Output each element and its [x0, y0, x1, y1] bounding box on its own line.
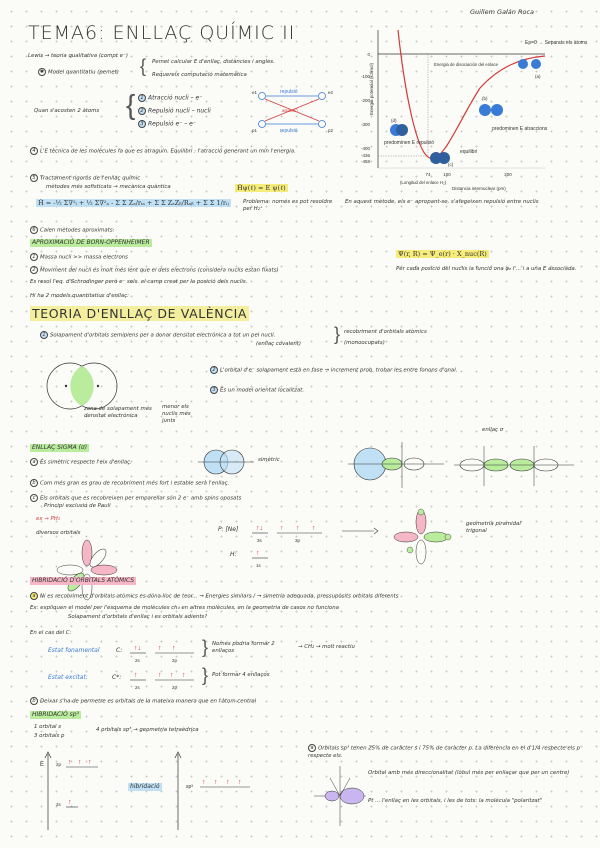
- brace: }: [202, 637, 209, 657]
- x-tick: 200: [504, 172, 512, 177]
- item-1: 4 L'E tècnica de les molècules fa que es atraguin. Equilibri : l'atracció generant un mín l'energia.: [30, 147, 340, 156]
- c-2s: 2s: [135, 658, 140, 663]
- item-2c: Problema: només es pot resoldre per H₂⁺: [243, 199, 333, 212]
- chart-label-b: (b): [482, 96, 488, 101]
- models-note: Hi ha 2 models quantitatius d'enllaç:: [30, 293, 130, 299]
- diagram-label-p2: p2: [328, 128, 334, 133]
- h-1s: 1s: [256, 563, 261, 568]
- sp3-note-1: a Orbitals sp³ tenen 25% de caràcter s i 75% de caràcter p. La diferència en el d'1/4 respecte els p respecte els.: [308, 745, 581, 759]
- brace: }: [334, 324, 341, 344]
- author: Guillem Galán Roca: [470, 8, 535, 16]
- level-2s: 2s: [56, 802, 61, 807]
- x-tick: 74: [425, 172, 431, 177]
- forces-diagram: [250, 86, 340, 136]
- sigma-3: c Els orbitals que es recobreixen per emparellar són 2 e⁻ amb spins oposats: [30, 494, 241, 503]
- valencia-s3: 3 És un model orientat localitzat.: [210, 386, 304, 395]
- diagram-label-repulsio-2: repulsió: [280, 128, 298, 134]
- h-config-box: [250, 545, 280, 571]
- chart-label-c: (c): [448, 162, 454, 167]
- svg-text:↑: ↑: [170, 672, 174, 679]
- geometria-note: geometria piramidal trigonal: [466, 521, 521, 534]
- y-tick: -436: [360, 153, 370, 158]
- svg-text:↑: ↑: [78, 759, 82, 766]
- sigma-1: a És simètric respecte l'eix d'enllaç.: [30, 458, 132, 467]
- schrodinger-eq: Ĥψ(ℓ) = E ψ(ℓ): [237, 184, 286, 192]
- chart-equilibri: equilibri: [460, 149, 478, 155]
- c-excited-label: C*:: [112, 674, 122, 681]
- quan-note: Quan s'acosten 2 àtoms: [34, 108, 100, 114]
- y-tick: -458: [360, 159, 370, 164]
- chart-label-a: (a): [535, 74, 541, 79]
- brace: {: [140, 56, 147, 76]
- bo-2: 2 Moviment del nucli és molt més lent que el dels electrons (considera nuclis estan fixats): [30, 266, 279, 275]
- estat-fonamental: Estat fonamental: [48, 647, 100, 654]
- chart-xlabel: Distancia internuclear (pm): [452, 186, 506, 191]
- excitat-note: Pot formar 4 enllaços: [212, 672, 270, 678]
- chart-ep-label: Ep=0 → Separats els àtoms: [525, 40, 588, 46]
- chart-predomina-2: predominen E atraccions: [492, 126, 548, 132]
- ph3-molecule-diagram: [386, 506, 456, 570]
- p-config-boxes: [250, 520, 330, 546]
- hibridacio-tag: hibridació: [130, 783, 160, 790]
- hamiltonian: Ĥ = -½ Σ∇²ᵢ + ½ Σ∇²ₐ - Σ Σ Zₐ/rᵢₐ + Σ Σ ZₐZᵦ/Rₐᵦ + Σ Σ 1/rᵢⱼ: [38, 199, 229, 207]
- svg-text:↑: ↑: [172, 645, 176, 652]
- svg-text:↑: ↑: [202, 779, 206, 786]
- carbon-case: En el cas del C:: [30, 630, 72, 636]
- c-config-label: C:: [116, 647, 123, 654]
- svg-text:↑: ↑: [158, 672, 162, 679]
- simetric-label: simètric: [258, 457, 280, 463]
- force-1: 1 Atracció nucli – e⁻: [138, 94, 202, 102]
- potential-energy-chart: [340, 26, 590, 196]
- p-3p: 3p: [295, 538, 301, 543]
- y-tick: -100: [360, 74, 370, 79]
- sp3-a: 1 orbital s: [34, 724, 62, 730]
- sigma-2: b Com més gran es grau de recobriment més fort i estable serà l'enllaç.: [30, 479, 229, 488]
- hibrid-1: a Ni es recobriment d'orbitals atòmics es dóna lloc de teor... → Energies similars / → simetria adequada, pressupòsits orbitals diferents: [30, 592, 510, 601]
- sp3-note-3: Pt ... l'enllaç en les orbitals, i les de tots: la molècula "polaritzat": [368, 798, 543, 804]
- force-3: 3 Repulsió e⁻ – e⁻: [138, 120, 196, 128]
- lewis-note: Lewis → teoria qualitativa (compt e⁻): [28, 53, 128, 59]
- y-tick: -400: [360, 146, 370, 151]
- svg-text:↑↓: ↑↓: [256, 525, 263, 532]
- svg-text:↑: ↑: [256, 550, 260, 557]
- chart-xlabel2: (Longitud del enlace H₂): [400, 180, 447, 185]
- diagram-label-e2: e2: [328, 90, 334, 95]
- svg-text:↑: ↑: [134, 672, 138, 679]
- p-3s: 3s: [257, 538, 262, 543]
- estat-excitat: Estat excitat:: [48, 674, 88, 681]
- svg-text:↑: ↑: [214, 779, 218, 786]
- svg-text:↑: ↑: [68, 799, 72, 806]
- force-2: 2 Repulsió nucli – nucli: [138, 107, 211, 115]
- sp3-orbital-diagram: [310, 760, 370, 830]
- level-2p: 2p: [56, 762, 62, 767]
- bo-note: Per cada posició del nuclis la funció ona ψₑ l'... i a una E associada.: [396, 266, 577, 272]
- pemet-1: Pemet calcular E d'enllaç, distàncies i angles.: [152, 59, 275, 65]
- diagram-label-repulsio: repulsió: [280, 89, 298, 95]
- arrow-icon: [340, 526, 380, 536]
- sp3-note-2: Orbital amb més direccionalitat (lòbul més per enllaçar que per un centre): [368, 770, 570, 776]
- lleguda-note: En aquest mètode, els e⁻ apropant-se, s'afegeixen repulsió entre nuclis: [345, 199, 539, 205]
- svg-text:↑↓: ↑↓: [134, 645, 141, 652]
- svg-text:↑: ↑: [296, 525, 300, 532]
- svg-text:↑: ↑: [312, 525, 316, 532]
- svg-text:↑: ↑: [158, 645, 162, 652]
- diagram-label-e1: e1: [252, 90, 258, 95]
- valencia-s1-sub: (enllaç covalent): [256, 341, 302, 347]
- valencia-s1: 1 Solapament d'orbitals semiplens per a donar densitat electrònica a tot un pel nucli.: [40, 331, 300, 340]
- c-excited-boxes: [128, 667, 198, 693]
- ph3-example-2: diversos orbitals: [36, 530, 81, 536]
- bo-1: 1 Massa nucli >> massa electrons: [30, 253, 128, 262]
- svg-text:↑: ↑: [88, 759, 92, 766]
- level-sp3: sp³: [186, 784, 193, 790]
- brace: }: [202, 665, 209, 685]
- chart-energy-label: Energia de disociación del enlace: [434, 62, 499, 67]
- c-excited-2s: 2s: [135, 685, 140, 690]
- item-2b: mètodes més sofisticats → mecànica quàntica: [46, 184, 171, 190]
- hibrid-3: b Deixar s'ha de permetre es orbitals de la mateixa manera que en l'àtom central: [30, 697, 256, 706]
- item-3: 6 Calen mètodes aproximats:: [30, 226, 114, 235]
- diagram-label-atraccio: atracció: [282, 108, 298, 113]
- energy-diagram-after: [170, 744, 280, 834]
- svg-text:↑: ↑: [68, 759, 72, 766]
- sigma-3b: Principi exclusió de Pauli: [44, 503, 111, 509]
- c-ground-boxes: [128, 640, 198, 666]
- page-title: TEMA6: ENLLAÇ QUÍMIC II: [28, 22, 296, 44]
- ph3-example: ex → PH₃: [36, 516, 60, 522]
- p-config-label: P: [Ne]: [218, 526, 239, 533]
- born-oppenheimer-heading: APROXIMACIÓ DE BORN-OPPENHEIMER: [32, 239, 150, 246]
- valencia-title: TEORIA D'ENLLAÇ DE VALÈNCIA: [32, 306, 248, 321]
- sp3-c: 4 orbitals sp³ → geometria tetraèdrica: [96, 727, 199, 733]
- chart-predomina-1: predominen E repulsió: [384, 140, 435, 146]
- bo-formula: Ψ(r, R) = Ψ_e(r) · X_nuc(R): [398, 250, 487, 258]
- fonamental-note-2: → CH₂ → molt reactiu: [298, 644, 355, 650]
- fonamental-note: Només podria formar 2 enllaços: [212, 641, 275, 654]
- zone-note: zona de solapament més densitat electrònica: [84, 406, 152, 419]
- zone-note-2: menor els nuclis més junts: [162, 404, 191, 424]
- model-note: ✱ Model quantitatiu (pemet): [39, 69, 119, 76]
- x-tick: 100: [443, 172, 451, 177]
- svg-text:↑: ↑: [238, 779, 242, 786]
- p-p-overlap-diagram: [450, 440, 580, 490]
- svg-text:↑: ↑: [226, 779, 230, 786]
- chart-label-d: (d): [391, 118, 397, 123]
- s-p-overlap-diagram: [340, 436, 450, 492]
- hibrid-2: Ex: expliquen el model per l'esquema de molècules ch₄ en altres molècules, en la geometria de casos no funciona: [30, 605, 339, 611]
- y-tick: -200: [360, 98, 370, 103]
- pemet-2: Requereix computació matemàtica: [152, 72, 247, 78]
- sp3-b: 3 orbitals p: [34, 733, 65, 739]
- sp3-heading: HIBRIDACIÓ sp³: [32, 711, 79, 718]
- svg-text:↑: ↑: [280, 525, 284, 532]
- bo-3: Es resol l'eq. d'Schrodinger però e⁻ sols. el camp creat per la posició dels nuclis.: [30, 279, 248, 285]
- svg-text:↑: ↑: [182, 672, 186, 679]
- sigma-overlap-diagram: [196, 446, 256, 478]
- brace: {: [126, 89, 136, 120]
- energy-axis-label: E: [40, 762, 45, 768]
- valencia-s2: 2 L'orbital d'e⁻ solapament està en fase → increment prob. trobar les entre fonons d'onal.: [210, 366, 457, 375]
- y-tick: -300: [360, 122, 370, 127]
- diagram-label-p1: p1: [252, 128, 258, 133]
- item-2: 5 Tractament rigorós de l'enllaç químic: [30, 174, 140, 183]
- h-config-label: H:: [230, 551, 237, 558]
- energy-diagram-before: [40, 744, 100, 834]
- valencia-s1-right1: recobriment d'orbitals atòmics: [344, 329, 427, 335]
- valencia-s1-right2: (monoocupats): [344, 340, 385, 346]
- sigma-heading: ENLLAÇ SIGMA (σ): [32, 444, 88, 451]
- c-2p: 2p: [172, 658, 178, 663]
- c-excited-2p: 2p: [172, 685, 178, 690]
- hibridacio-heading: HIBRIDACIÓ D'ORBITALS ATÒMICS: [32, 577, 135, 584]
- chart-ylabel: Energia potencial (kJ/mol): [369, 62, 374, 115]
- sigma-bond-label: enllaç σ: [482, 427, 504, 433]
- y-tick: 0: [367, 52, 370, 57]
- hibrid-2b: Solapament d'orbitals d'enllaç i es orbitals adients?: [68, 614, 208, 620]
